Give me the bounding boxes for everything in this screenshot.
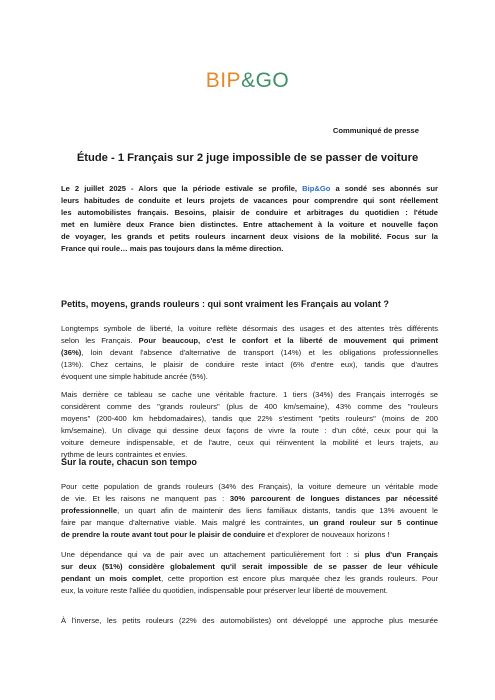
paragraph-line (61, 347, 438, 359)
logo-go-text: &GO (241, 69, 290, 92)
document-title: Étude - 1 Français sur 2 juge impossible de se passer de voiture (76, 152, 419, 164)
paragraph-line (61, 573, 438, 585)
bipandgo-link[interactable]: Bip&Go (302, 184, 331, 193)
paragraph-line: moyens" (200-400 km hebdomadaires), tandis que 22% s'estiment "petits rouleurs" (moins de 200 (61, 414, 438, 423)
paragraph-line: considèrent comme des "grands rouleurs" (plus de 400 km/semaine), 43% comme des "rouleurs (61, 402, 438, 411)
paragraph-text: , loin devant l'absence d'alternative de transport (14%) et les obligations professionnelles (81, 348, 438, 357)
paragraph-text: de vie. Et les raisons ne manquent pas : (61, 494, 230, 503)
paragraph-line (61, 517, 438, 529)
paragraph-bold-text: professionnelle (61, 506, 118, 515)
paragraph-text: faire par manque d'alternative viable. Mais malgré les contraintes, (61, 518, 310, 527)
paragraph-dependance (61, 549, 438, 597)
lead-line (61, 183, 438, 195)
lead-line: les automobilistes français. Besoins, plaisir de conduire et arbitrages du quotidien : l'étude (61, 208, 438, 217)
section-heading-tempo: Sur la route, chacun son tempo (61, 457, 197, 467)
paragraph-line (61, 505, 438, 517)
paragraph-line: voiture demeure indispensable, et de l'autre, ceux qui réinventent la mobilité et leurs trajets, au (61, 438, 438, 447)
logo-bip-text: BIP (205, 69, 242, 92)
paragraph-line (61, 493, 438, 505)
paragraph-text: , un quart afin de maintenir des liens familiaux distants, tandis que 13% avouent le (117, 506, 438, 515)
paragraph-text: Une dépendance qui va de pair avec un attachement particulièrement fort : si (61, 550, 365, 559)
paragraph-line (61, 529, 438, 541)
paragraph-line (61, 549, 438, 561)
paragraph-line: (13%). Chez certains, le plaisir de conduire reste intact (6% d'entre eux), tandis que d'autres (61, 360, 438, 369)
paragraph-line: rythme de leurs contraintes et envies. (61, 450, 188, 459)
paragraph-line (61, 335, 438, 347)
paragraph-text: , cette proportion est encore plus marquée chez les grands rouleurs. Pour (160, 574, 438, 583)
paragraph-liberte (61, 323, 438, 383)
paragraph-line: évoquent une simple habitude ancrée (5%). (61, 372, 208, 381)
lead-line: met en lumière deux France bien distinctes. Entre attachement à la voiture et nouvelle façon (61, 220, 438, 229)
paragraph-line: eux, la voiture reste l'alliée du quotidien, indispensable pour préserver leur liberté de mouvement. (61, 586, 388, 595)
paragraph-bold-text: 30% parcourent de longues distances par nécessité (229, 494, 438, 503)
paragraph-line: Longtemps symbole de liberté, la voiture reflète désormais des usages et des attentes très différents (61, 324, 438, 333)
paragraph-fracture (61, 389, 438, 461)
paragraph-bold-text: pendant un mois complet (61, 574, 161, 583)
paragraph-bold-text: plus d'un Français (364, 550, 438, 559)
paragraph-petits-rouleurs (61, 615, 438, 627)
paragraph-line: Mais derrière ce tableau se cache une véritable fracture. 1 tiers (34%) des Français interrogés se (61, 390, 438, 399)
paragraph-bold-text: Pour beaucoup, c'est le confort et la liberté de mouvement qui priment (138, 336, 438, 345)
paragraph-text: et d'explorer de nouveaux horizons ! (265, 530, 390, 539)
lead-line: de voyager, les grands et petits rouleurs incarnent deux visions de la mobilité. Focus sur la (61, 232, 438, 241)
paragraph-line (61, 561, 438, 573)
paragraph-bold-text: un grand rouleur sur 5 continue (309, 518, 439, 527)
lead-line: leurs habitudes de conduite et leurs projets de vacances pour comprendre qui sont réellement (61, 196, 438, 205)
bipandgo-logo (0, 70, 495, 91)
lead-text: Le 2 juillet 2025 - Alors que la période estivale se profile, (61, 184, 303, 193)
paragraph-text: selon les Français. (61, 336, 139, 345)
paragraph-bold-text: sur deux (51%) considère globalement qu'il serait impossible de se passer de leur véhicule (61, 562, 438, 571)
paragraph-line: À l'inverse, les petits rouleurs (22% des automobilistes) ont développé une approche plus mesurée (61, 616, 438, 625)
paragraph-bold-text: de prendre la route avant tout pour le plaisir de conduire (61, 530, 266, 539)
lead-text: a sondé ses abonnés sur (330, 184, 438, 193)
press-release-label: Communiqué de presse (332, 126, 419, 135)
section-heading-rouleurs: Petits, moyens, grands rouleurs : qui sont vraiment les Français au volant ? (61, 299, 389, 309)
paragraph-bold-text: (36%) (61, 348, 82, 357)
paragraph-line: km/semaine). Un clivage qui dessine deux façons de vivre la route : d'un côté, ceux pour qui la (61, 426, 438, 435)
lead-paragraph (61, 183, 438, 255)
lead-line: France qui roule… mais pas toujours dans la même direction. (61, 244, 284, 253)
paragraph-line: Pour cette population de grands rouleurs (34% des Français), la voiture demeure un véritable mode (61, 482, 438, 491)
paragraph-grands-rouleurs (61, 481, 438, 541)
